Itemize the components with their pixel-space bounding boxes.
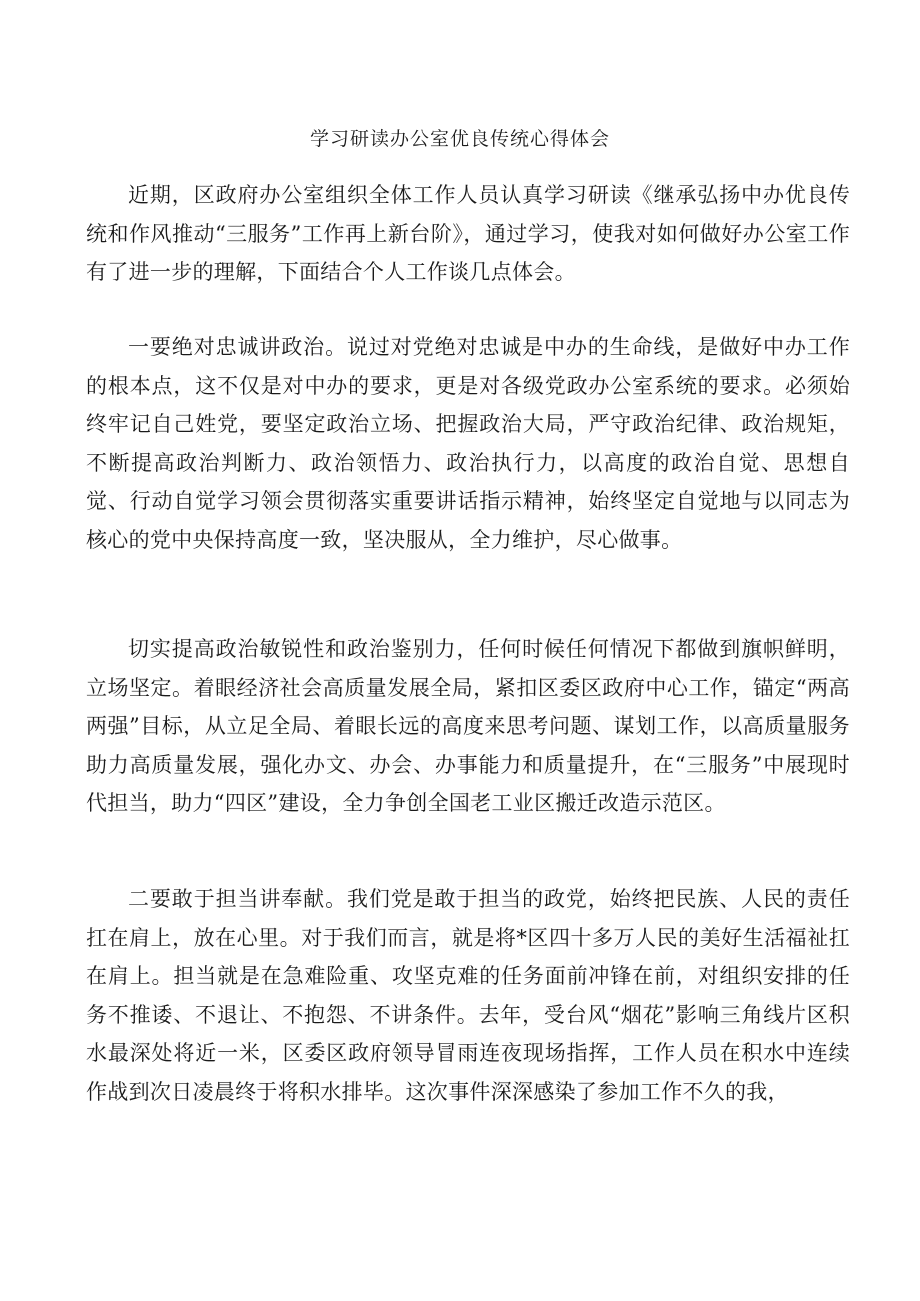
paragraph-intro: 近期，区政府办公室组织全体工作人员认真学习研读《继承弘扬中办优良传统和作风推动“三服务”工作再上新台阶》，通过学习，使我对如何做好办公室工作有了进一步的理解，下面结合个人工作谈几点体会。 — [86, 183, 850, 284]
paragraph-responsibility: 二要敢于担当讲奉献。我们党是敢于担当的政党，始终把民族、人民的责任扛在肩上，放在心里。对于我们而言，就是将*区四十多万人民的美好生活福祉扛在肩上。担当就是在急难险重、攻坚克难的任务面前冲锋在前，对组织安排的任务不推诿、不退让、不抱怨、不讲条件。去年，受台风“烟花”影响三角线片区积水最深处将近一米，区委区政府领导冒雨连夜现场指挥，工作人员在积水中连续作战到次日凌晨终于将积水排毕。这次事件深深感染了参加工作不久的我， — [86, 887, 850, 1104]
paragraph-loyalty: 一要绝对忠诚讲政治。说过对党绝对忠诚是中办的生命线，是做好中办工作的根本点，这不仅是对中办的要求，更是对各级党政办公室系统的要求。必须始终牢记自己姓党，要坚定政治立场、把握政治大局，严守政治纪律、政治规矩，不断提高政治判断力、政治领悟力、政治执行力，以高度的政治自觉、思想自觉、行动自觉学习领会贯彻落实重要讲话指示精神，始终坚定自觉地与以同志为核心的党中央保持高度一致，坚决服从，全力维护，尽心做事。 — [86, 335, 850, 552]
document-title: 学习研读办公室优良传统心得体会 — [309, 128, 610, 150]
paragraph-political-sensitivity: 切实提高政治敏锐性和政治鉴别力，任何时候任何情况下都做到旗帜鲜明，立场坚定。着眼经济社会高质量发展全局，紧扣区委区政府中心工作，锚定“两高两强”目标，从立足全局、着眼长远的高度来思考问题、谋划工作，以高质量服务助力高质量发展，强化办文、办会、办事能力和质量提升，在“三服务”中展现时代担当，助力“四区”建设，全力争创全国老工业区搬迁改造示范区。 — [86, 637, 850, 815]
